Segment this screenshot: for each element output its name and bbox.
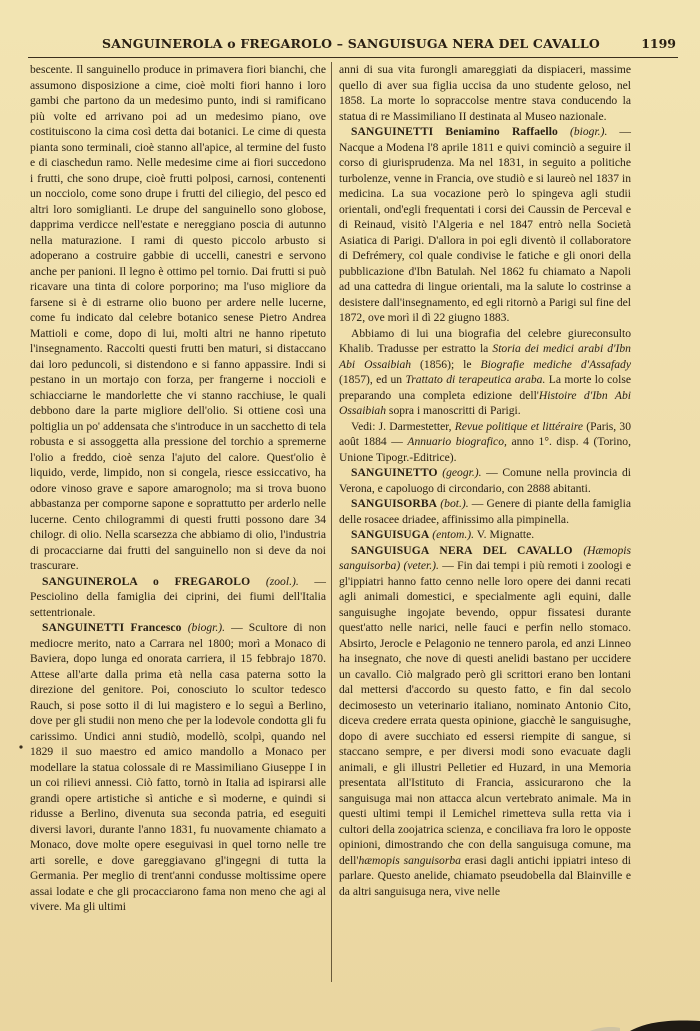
entry-sanguinetti-francesco: [30, 620, 326, 915]
entry-tag: (veter.).: [403, 559, 439, 572]
work-title: Histoire d'Ibn Abi Ossaibiah: [339, 388, 631, 417]
headword: SANGUINEROLA o FREGAROLO: [42, 574, 251, 588]
entry-text: — Scultore di non mediocre merito, nato a Carrara nel 1800; morì a Monaco di Baviera, dopo lunga ed onorata carriera, il 15 febbrajo 1870. Attese all'arte dalla prima età nella casa paterna sotto la direzione del genitore. Poi, conosciuto lo scultor tedesco Rauch, si pose sotto il di lui magistero e lo seguì a Berlino, dove per gli studii non meno che per la lodevole condotta gli fu carissimo. Undici anni studiò, modellò, scolpì, quando nel 1829 il suo maestro ed amico mandollo a Monaco per modellare la statua colossale di re Massimiliano Giuseppe I in un coi rilievi annessi. Ciò fatto, tornò in Italia ad ispirarsi alle grandi opere artistiche sì antiche e sì moderne, e quindi si ridusse a Berlino, divenuta sua seconda patria, ed eseguiti diversi lavori, durante l'anno 1831, fu nuovamente chiamato a Monaco, dove molte opere eseguivasi in quel torno nelle tre arti sorelle, e dove gareggiavano gl'ingegni di tutta la Germania. Per meglio di trent'anni condusse moltissime opere assai lodate e che gli procacciarono fama non meno che agi al vivere. Ma gli ultimi: [30, 621, 327, 913]
work-title: Trattato di terapeutica araba.: [405, 373, 546, 386]
column-divider: [331, 62, 332, 982]
reference-title: Revue politique et littéraire: [454, 419, 584, 433]
entry-sanguinerola: [30, 574, 326, 621]
entry-tag: (entom.).: [432, 528, 475, 541]
entry-sanguisuga: [339, 527, 631, 543]
entry-sanguinetti-beniamino: [339, 124, 631, 326]
right-column: [339, 62, 631, 899]
entry-text: erasi dagli antichi ippiatri inteso di parlare. Questo anelide, chiamato pseudobella dal Blainville e da altri sanguisuga nera, vive nelle: [339, 853, 631, 898]
running-title: SANGUINEROLA o FREGAROLO – SANGUISUGA NERA DEL CAVALLO: [102, 36, 600, 51]
entry-text: — Pesciolino della famiglia dei ciprini, dei fiumi dell'Italia settentrionale.: [30, 574, 326, 619]
entry-sanguisorba: [339, 496, 631, 527]
left-column: [30, 62, 326, 915]
entry-text: — Fin dai tempi i più remoti i zoologi e gl'ippiatri hanno fatto cenno nelle loro opere dei danni recati agli animali domestici, e specialmente agli equini, dalle sanguisughe ingojate bevendo, oppur fissatesi durante quest'atto nelle narici, nelle fauci e perfin nello stomaco. Absirto, Jerocle e Pelagonio ne tennero parola, ed anzi Linneo ha insegnato, che nove di questi anelidi bastano per uccidere un cavallo. Ciò malgrado però gli scrittori erano ben lontani dal mettersi d'accordo su questo fatto, e fin dal secolo decimosesto un veterinario italiano, nominato Antonio Cito, diceva credere errata questa opinione, giacchè le sanguisughe, dopo di avere succhiato ed essersi riempite di sangue, si staccano sempre, e per diversi modi sono evacuate dagli animali, e gli illustri Pelletier ed Huzard, in una Memoria presentata all'Istituto di Francia, assicurarono che la sanguisuga mai non attacca alcun vertebrato animale. Ma in questi ultimi tempi il Lemichel rimetteva sulla retta via i cultori della zoojatrica scienza, e conciliava fra loro le opposte opinioni, dimostrando che con della sanguisuga comune, ma dell': [339, 559, 631, 867]
text-run: Abbiamo di lui una biografia del celebre giureconsulto Khalib. Tradusse per estratto la: [339, 326, 631, 355]
text-run: (1857), ed un: [339, 373, 406, 386]
entry-sanguinetti-references: [339, 419, 631, 466]
entry-tag: (Hæmopis sanguisorba): [339, 543, 631, 572]
page-edge-smudge: [590, 1009, 700, 1031]
entry-sanguinetti-works: [339, 326, 631, 419]
header-rule: [28, 57, 678, 58]
entry-text: V. Mignatte.: [474, 528, 535, 541]
text-run: sopra i manoscritti di Parigi.: [386, 404, 521, 417]
entry-sanguinetto: [339, 465, 631, 496]
headword: SANGUISUGA NERA DEL CAVALLO: [351, 543, 573, 557]
sanguinetti-francesco-continuation: anni di sua vita furongli amareggiati da dispiaceri, massime quello di aver sua figlia uccisa da uno studente geloso, nel 1858. La morte lo sopraccolse mentre stava conducendo la statua di re Massimiliano II destinata al Museo nazionale.: [339, 63, 631, 123]
entry-text: — Comune nella provincia di Verona, e capoluogo di circondario, con 2888 abitanti.: [339, 466, 631, 495]
entry-tag: (geogr.).: [442, 466, 482, 479]
headword: SANGUISORBA: [351, 497, 438, 510]
entry-tag: (bot.).: [440, 497, 469, 510]
text-run: (1856); le: [411, 357, 481, 371]
entry-text: — Genere di piante della famiglia delle rosacee driadee, affinissimo alla pimpinella.: [339, 497, 631, 526]
margin-dot: [18, 735, 24, 741]
entry-sanguisuga-nera: [339, 543, 631, 900]
text-run: Vedi: J. Darmestetter,: [351, 419, 455, 433]
entry-text: — Nacque a Modena l'8 aprile 1811 e quivi cominciò a seguire il corso di giurisprudenza. Ma nel 1831, in seguito a politiche turbolenze, venne in Francia, ove studiò e si laureò nel 1837 in medicina. La sua vocazione però lo spingeva agli studii orientali, ond'egli frequentati i corsi dei Caussin de Perceval e di Reinaud, visitò l'Algeria e nel 1847 entrò nella Società Asiatica di Parigi. D'allora in poi egli diventò il collaboratore di Defrémery, col quale condivise le fatiche e gli onori della pubblicazione d'Ibn Batulah. Nel 1862 fu chiamato a Napoli ad una cattedra di lingue orientali, ma la salute lo costrinse a desistere dall'insegnamento, ed egli ritornò a Parigi sul fine del 1872, ove morì il dì 22 giugno 1883.: [339, 125, 631, 324]
species-name: hæmopis sanguisorba: [358, 853, 461, 867]
page-number: 1199: [641, 36, 676, 51]
running-header: [28, 34, 676, 54]
text-run: anno 1°. disp. 4 (Torino, Unione Tipogr.-Editrice).: [339, 435, 631, 464]
text-run: La morte lo colse preparando una completa edizione dell': [339, 373, 631, 402]
entry-tag: (biogr.).: [187, 621, 226, 634]
work-title: Storia dei medici arabi d'Ibn Abi Ossaibiah: [339, 342, 631, 371]
work-title: Biografie mediche d'Assafady: [480, 357, 631, 371]
text-run: (Paris, 30 août 1884 —: [339, 419, 631, 448]
reference-title: Annuario biografico,: [407, 435, 507, 448]
headword: SANGUINETTO: [351, 466, 438, 479]
entry-tag: (biogr.).: [569, 125, 608, 138]
headword: SANGUINETTI Beniamino Raffaello: [351, 125, 558, 138]
entry-tag: (zool.).: [265, 574, 299, 588]
sanguinello-continuation: bescente. Il sanguinello produce in primavera fiori bianchi, che assumono disposizione a cime, cioè molti fiori hanno i loro gambi che partono da un medesimo punto, indi si ramificano più volte ed arrivano poi ad un medesimo piano, ove costituiscono la cima così detta dai botanici. Le cime di questa pianta sono terminali, cioè stanno all'apice, al termine del fusto e di ciaschedun ramo. Nelle medesime cime ai fiori succedono i frutti, che sono drupe, cioè frutti polposi, carnosi, contenenti un nocciolo, come sono drupe i frutti del ciliegio, del pesco ed altri loro somiglianti. Le drupe del sanguinello sono globose, dapprima verdicce nell'estate e nereggiano poscia di autunno nella maturazione. I rami di questo piccolo arbusto si adoperano a costruire gabbie di uccelli, canestri e servono anche per panioni. Il legno è ottimo pel tornio. Dai frutti si può ricavare una tinta di colore porporino; ma l'uso migliore da farsene si è di estrarne olio buono per ardere nelle lucerne, come fu indicato dal celebre botanico senese Pietro Andrea Mattioli e come, dopo di lui, molti altri ne hanno ripetuto l'insegnamento. Raccolti questi frutti ben maturi, si distaccano dai loro peduncoli, si distendono e si fanno appassire. Indi si pestano in un mortajo con forza, per frangerne i noccioli e schiacciarne le mandorlette che vi stanno racchiuse, le quali debbono dare la parte migliore dell'olio. Si ottiene così una poltiglia un po' addensata che s'introduce in un sacchetto di tela robusta e si assoggetta alla pressione del torchio a spremerne l'olio a freddo, cioè senza l'ajuto del calore. Quest'olio è liquido, verde, limpido, non si congela, riesce essiccativo, ha odore vinoso grave e sapore amarognolo; ma si trova buono abbastanza per comporne sapone e soprattutto per arderlo nelle lucerne. Cento chilogrammi di questi frutti possono dare 34 chilogr. di olio. Nella scarsezza che abbiamo di olio, l'industria di procacciarne dai frutti del sanguinello non si deve da noi trascurare.: [30, 63, 326, 572]
headword: SANGUINETTI Francesco: [42, 621, 182, 634]
headword: SANGUISUGA: [351, 528, 430, 541]
